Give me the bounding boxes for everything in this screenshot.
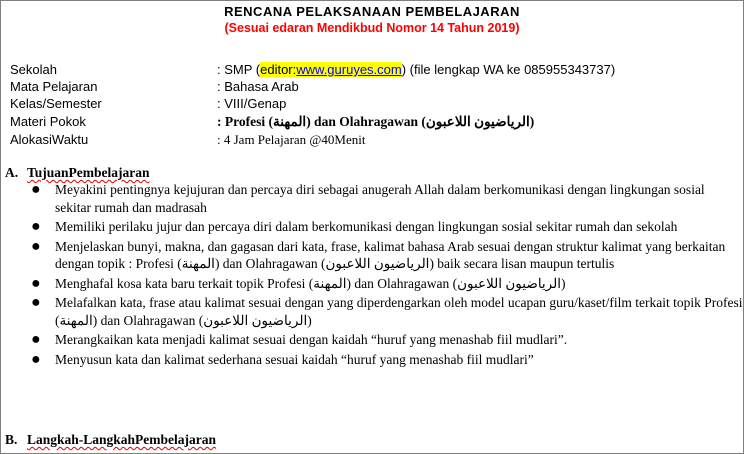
- tujuan-list: [31, 181, 743, 370]
- tujuan-text: Melafalkan kata, frase atau kalimat sesuai dengan yang diperdengarkan oleh model ucapan guru/kaset/film terkait topik Profesi (المهنة) dan Olahragawan (الرياضيون اللاعبون): [55, 295, 743, 328]
- tujuan-text: Memiliki perilaku jujur dan percaya diri dalam berkomunikasi dengan lingkungan sosial sekitar rumah dan sekolah: [55, 219, 678, 234]
- bullet-dot-icon: ●: [31, 181, 41, 198]
- sekolah-editor-highlight: [260, 62, 402, 77]
- info-label-alokasi: AlokasiWaktu: [10, 132, 89, 147]
- bullet-dot-icon: ●: [31, 274, 41, 292]
- info-value-mapel: : Bahasa Arab: [217, 79, 299, 94]
- section-a-title: TujuanPembelajaran: [27, 165, 150, 180]
- tujuan-text: Menyusun kata dan kalimat sederhana sesuai kaidah “huruf yang menashab fiil mudlari”: [55, 351, 534, 367]
- bullet-dot-icon: ●: [31, 294, 41, 311]
- info-label-mapel: Mata Pelajaran: [10, 79, 98, 94]
- list-item: [31, 331, 743, 349]
- bullet-dot-icon: ●: [31, 331, 41, 348]
- bullet-dot-icon: ●: [31, 237, 41, 255]
- tujuan-text: Menjelaskan bunyi, makna, dan gagasan dari kata, frase, kalimat bahasa Arab sesuai dengan struktur kalimat yang berkaitan dengan topik : Profesi (المهنة) dan Olahragawan (الرياضيون اللاعبون) baik secara lisan maupun tertulis: [55, 238, 726, 271]
- bullet-dot-icon: ●: [31, 350, 41, 368]
- document-title: RENCANA PELAKSANAAN PEMBELAJARAN: [224, 4, 520, 19]
- list-item: [31, 218, 743, 236]
- sekolah-suffix: ) (file lengkap WA ke 085955343737): [401, 62, 616, 77]
- section-a-heading: [5, 165, 150, 181]
- tujuan-text: Menghafal kosa kata baru terkait topik Profesi (المهنة) dan Olahragawan (الرياضيون اللاعبون): [55, 275, 566, 291]
- info-value-alokasi: : 4 Jam Pelajaran @40Menit: [217, 132, 366, 147]
- section-b-number: B.: [5, 432, 18, 447]
- info-value-kelas: : VIII/Genap: [217, 96, 287, 111]
- sekolah-website-link[interactable]: www.guruyes.com: [296, 62, 402, 77]
- section-b-title: Langkah-LangkahPembelajaran: [27, 432, 217, 447]
- tujuan-text: Meyakini pentingnya kejujuran dan percaya diri sebagai anugerah Allah dalam berkomunikasi dengan lingkungan sosial sekitar rumah dan madrasah: [55, 182, 705, 215]
- info-label-sekolah: Sekolah: [10, 62, 57, 77]
- sekolah-prefix: : SMP (: [217, 62, 261, 77]
- info-label-kelas: Kelas/Semester: [10, 96, 102, 111]
- list-item: [31, 238, 743, 273]
- list-item: [31, 294, 743, 329]
- sekolah-editor-label: editor:: [260, 62, 297, 77]
- section-b-heading: [5, 432, 216, 448]
- info-value-sekolah: [217, 62, 615, 77]
- tujuan-text: Merangkaikan kata menjadi kalimat sesuai dengan kaidah “huruf yang menashab fiil mudlari”.: [55, 332, 568, 347]
- section-a-number: A.: [5, 165, 19, 180]
- list-item: [31, 351, 743, 369]
- list-item: [31, 275, 743, 293]
- info-value-materi: : Profesi (المهنة) dan Olahragawan (الرياضيون اللاعبون): [217, 114, 535, 129]
- document-subtitle: (Sesuai edaran Mendikbud Nomor 14 Tahun 2019): [224, 21, 520, 35]
- bullet-dot-icon: ●: [31, 218, 41, 235]
- list-item: [31, 181, 743, 216]
- info-label-materi: Materi Pokok: [10, 114, 86, 129]
